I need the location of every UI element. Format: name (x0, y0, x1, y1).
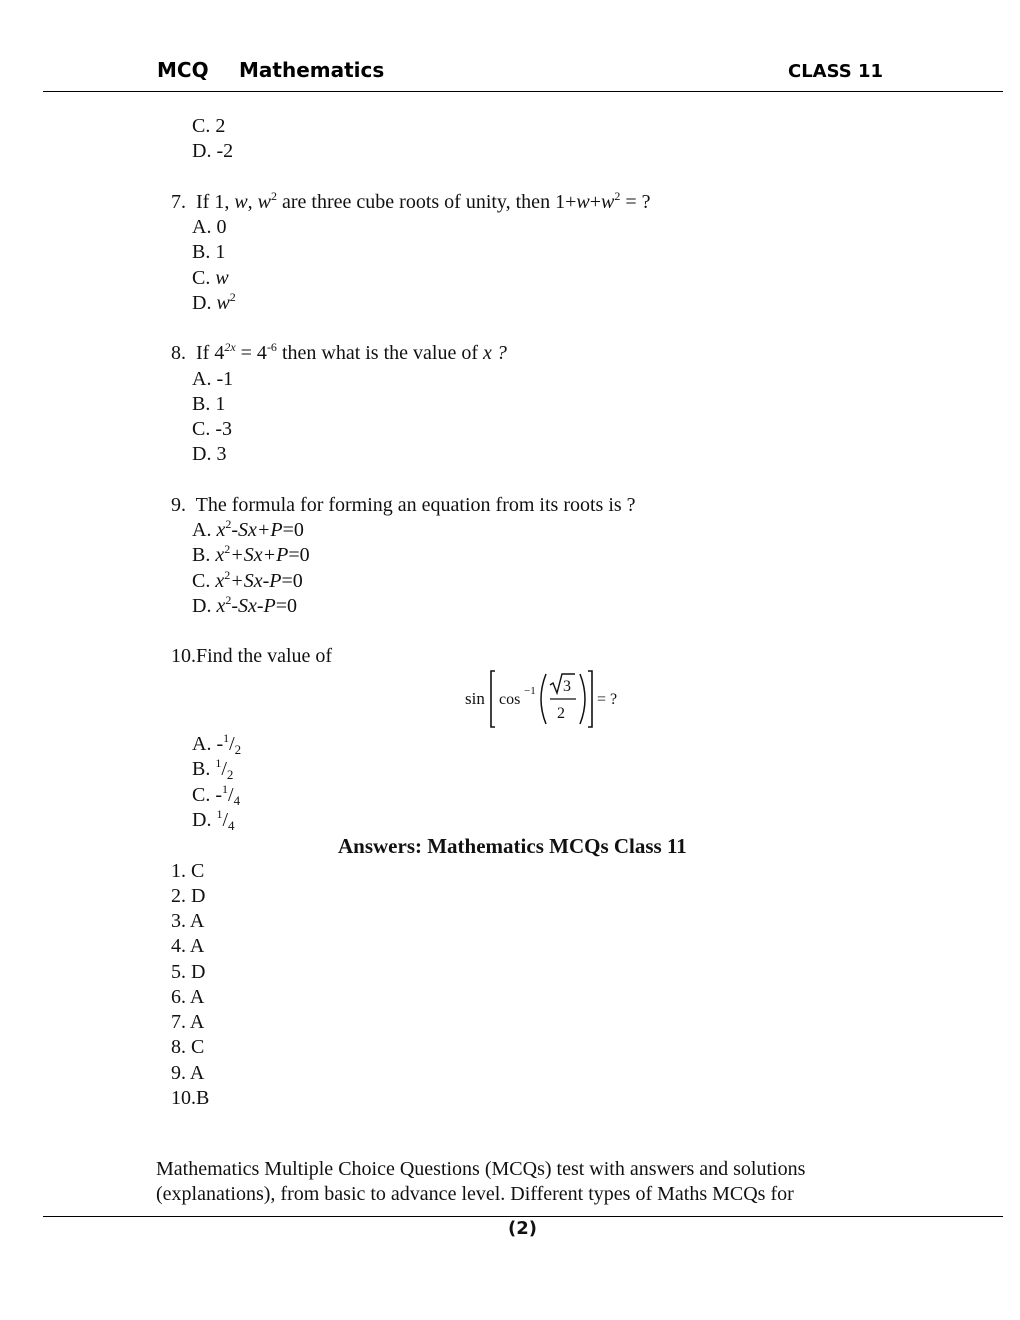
q8-option-a: A. -1 (192, 368, 234, 390)
answer-item: 3. A (171, 910, 205, 932)
q7-option-c (192, 266, 229, 290)
formula-sin: sin (465, 689, 485, 708)
q9-option-d-x: x (216, 595, 226, 617)
q9-option-a-x: x (216, 519, 226, 541)
answer-item: 2. D (171, 885, 206, 907)
q9-option-a-sup: 2 (225, 517, 232, 531)
q10-option-b-den: 2 (226, 767, 234, 782)
q10-option-a-prefix: A. - (192, 733, 224, 755)
q7-var-w: w (234, 191, 248, 213)
q8-text-c: then what is the value of (276, 342, 483, 364)
formula-right-bracket (588, 671, 592, 727)
q9-option-b-x: x (215, 544, 225, 566)
q9-option-d-eq: =0 (275, 595, 298, 617)
q10-option-d-prefix: D. (192, 809, 217, 831)
answer-item: 4. A (171, 935, 205, 957)
question-10: 10.Find the value of (171, 645, 333, 667)
q9-option-c-rest: +Sx-P (230, 570, 282, 592)
header-mcq: MCQ (157, 58, 209, 82)
formula-equals: = ? (597, 691, 618, 708)
formula-inverse: −1 (524, 685, 536, 697)
answer-item: 1. C (171, 860, 205, 882)
header-rule (43, 91, 1003, 92)
q9-option-d (192, 594, 297, 618)
formula-denominator: 2 (557, 705, 565, 722)
q10-option-b-num: 1 (215, 756, 222, 770)
footer-rule (43, 1216, 1003, 1217)
q7-option-b: B. 1 (192, 241, 226, 263)
q7-option-a: A. 0 (192, 216, 227, 238)
q9-option-c (192, 569, 303, 593)
q10-option-c-den: 4 (233, 793, 241, 808)
q8-text-b: = 4 (235, 342, 267, 364)
q10-option-b-prefix: B. (192, 758, 216, 780)
q9-option-d-sup: 2 (225, 593, 232, 607)
answer-item: 10.B (171, 1087, 210, 1109)
q8-option-c: C. -3 (192, 418, 232, 440)
q9-option-b-eq: =0 (288, 544, 310, 566)
answer-item: 9. A (171, 1062, 205, 1084)
formula-right-paren (580, 674, 585, 724)
q7-sup2: 2 (614, 189, 621, 203)
q7-var-w2: w (257, 191, 272, 213)
q7-text-a: If 1, (196, 191, 235, 213)
q10-option-d-slash: / (222, 809, 229, 831)
q10-option-a-den: 2 (234, 742, 242, 757)
q9-option-c-sup: 2 (224, 568, 231, 582)
q9-option-b (192, 543, 310, 567)
q9-option-c-prefix: C. (192, 570, 216, 592)
q8-var: x ? (483, 342, 507, 364)
q10-option-a (192, 732, 241, 756)
q10-option-b (192, 757, 233, 781)
q9-option-b-sup: 2 (224, 542, 231, 556)
description-line-1: Mathematics Multiple Choice Questions (MCQs) test with answers and solutions (156, 1158, 806, 1180)
q10-formula (462, 668, 627, 730)
q8-sup-a: 2x (224, 340, 236, 354)
q9-option-a (192, 518, 304, 542)
formula-cos: cos (499, 691, 521, 708)
q10-option-d (192, 808, 235, 832)
q7-sup: 2 (271, 189, 278, 203)
q9-option-d-prefix: D. (192, 595, 217, 617)
q9-option-d-rest: -Sx-P (231, 595, 276, 617)
q8-sup-b: -6 (266, 340, 277, 354)
q7-option-c-var: w (215, 267, 229, 289)
q9-option-b-rest: +Sx+P (230, 544, 289, 566)
q8-option-b: B. 1 (192, 393, 226, 415)
answer-item: 7. A (171, 1011, 205, 1033)
header-subject: Mathematics (239, 58, 385, 82)
q10-option-b-slash: / (221, 758, 227, 780)
q8-text-a: If 4 (196, 342, 225, 364)
q9-option-c-eq: =0 (281, 570, 303, 592)
answers-title: Answers: Mathematics MCQs Class 11 (338, 834, 687, 858)
q9-option-b-prefix: B. (192, 544, 216, 566)
q7-option-d-prefix: D. (192, 292, 217, 314)
q9-number: 9. (171, 494, 186, 516)
q9-option-a-rest: -Sx+P (231, 519, 283, 541)
q9-option-a-prefix: A. (192, 519, 217, 541)
q8-option-d: D. 3 (192, 443, 227, 465)
header-class: CLASS 11 (788, 61, 884, 82)
answer-item: 8. C (171, 1036, 205, 1058)
prev-option-c: C. 2 (192, 115, 226, 137)
q10-option-c-slash: / (228, 784, 234, 806)
question-8 (171, 341, 507, 365)
prev-option-d: D. -2 (192, 140, 234, 162)
q10-option-a-slash: / (229, 733, 235, 755)
formula-numerator: 3 (563, 678, 571, 695)
q7-var-w3: w (576, 191, 590, 213)
q9-text: The formula for forming an equation from its roots is ? (195, 494, 636, 516)
q7-text-c: = ? (620, 191, 651, 213)
q10-option-c-num: 1 (222, 782, 228, 796)
q10-option-c-prefix: C. - (192, 784, 222, 806)
q7-text-b: are three cube roots of unity, then 1+ (277, 191, 577, 213)
formula-left-bracket (491, 671, 495, 727)
q7-option-d-var: w (216, 292, 230, 314)
q7-var-w4: w (600, 191, 615, 213)
q7-option-d-sup: 2 (229, 290, 236, 304)
q7-option-c-prefix: C. (192, 267, 216, 289)
q9-option-a-eq: =0 (282, 519, 304, 541)
q7-number: 7. (171, 191, 186, 213)
answer-item: 5. D (171, 961, 206, 983)
description-line-2: (explanations), from basic to advance level. Different types of Maths MCQs for (156, 1183, 794, 1205)
q10-option-d-den: 4 (228, 818, 235, 833)
q10-option-d-num: 1 (216, 807, 223, 821)
answer-item: 6. A (171, 986, 205, 1008)
q8-number: 8. (171, 342, 186, 364)
page-number: (2) (508, 1218, 537, 1239)
question-7: 7. If 1, w, $w^2$ are three cube roots of unity, then $1+w+w^2$ = ? (171, 189, 651, 213)
formula-left-paren (541, 674, 546, 724)
q9-option-c-x: x (215, 570, 225, 592)
q7-option-d (192, 291, 236, 315)
question-9 (171, 493, 636, 517)
q10-option-c (192, 783, 240, 807)
q10-option-a-num: 1 (223, 731, 230, 745)
